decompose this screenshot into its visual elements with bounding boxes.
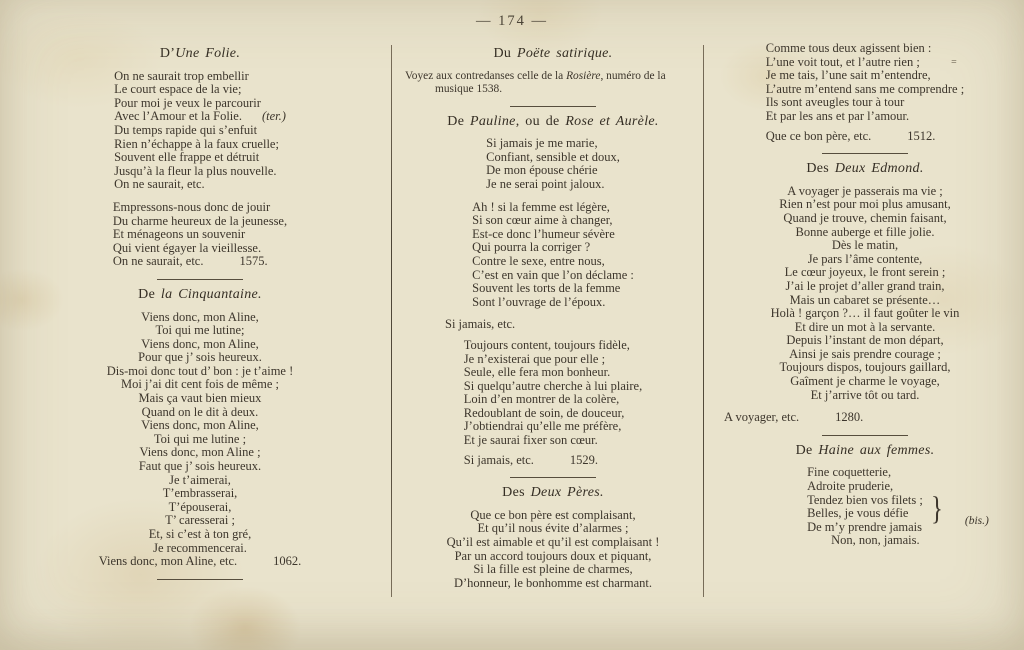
section-heading bbox=[405, 486, 701, 500]
poem-line: Et j’arrive tôt ou tard. bbox=[810, 387, 920, 402]
ink-smudge-artifact: = bbox=[950, 56, 958, 69]
poem-line bbox=[114, 110, 286, 124]
section-divider bbox=[157, 279, 243, 280]
poem-line: Adroite pruderie, bbox=[807, 479, 894, 494]
poem-line: T’épouserai, bbox=[168, 499, 232, 514]
poem-line: Sont l’ouvrage de l’époux. bbox=[472, 294, 606, 309]
poem-line: Quand je trouve, chemin faisant, bbox=[783, 210, 947, 225]
poem-line: Ainsi je sais prendre courage ; bbox=[789, 346, 941, 361]
poem-line: Dès le matin, bbox=[831, 238, 899, 253]
heading-text: Rose et Aurèle. bbox=[565, 113, 659, 129]
poem-line: Je ne serai point jaloux. bbox=[486, 176, 605, 191]
repeat-label: (bis.) bbox=[964, 515, 989, 528]
poem-line: De mon épouse chérie bbox=[486, 163, 598, 178]
poem-line: Pour moi je veux le parcourir bbox=[114, 95, 261, 110]
poem-line: Viens donc, mon Aline, bbox=[141, 309, 259, 324]
catalog-number: 1512. bbox=[907, 128, 936, 143]
poem-line: Du temps rapide qui s’enfuit bbox=[114, 122, 258, 137]
poem-line: Et je saurai fixer son cœur. bbox=[463, 433, 598, 448]
poem-line bbox=[445, 318, 701, 332]
poem-line: Jusqu’à la fleur la plus nouvelle. bbox=[114, 163, 277, 178]
heading-text: Des bbox=[806, 161, 835, 177]
heading-text: Une Folie. bbox=[175, 46, 241, 61]
note-text: , numéro de la musique 1538. bbox=[435, 69, 666, 95]
heading-text: D’ bbox=[159, 46, 176, 61]
poem-line: Si quelqu’autre cherche à lui plaire, bbox=[463, 378, 643, 393]
heading-text: Haine aux femmes. bbox=[818, 442, 935, 458]
poem-line: Si jamais je me marie, bbox=[486, 136, 598, 151]
poem-line: Seule, elle fera mon bonheur. bbox=[463, 365, 611, 380]
stage-direction: (ter.) bbox=[261, 109, 286, 124]
poem-line: Je recommencerai. bbox=[153, 540, 247, 555]
poem-line: Non, non, jamais. bbox=[831, 533, 920, 548]
poem-line: Tendez bien vos filets ; bbox=[807, 492, 923, 507]
poem-line: Qui pourra la corriger ? bbox=[472, 240, 591, 255]
poem-line-text: Si jamais, etc. bbox=[445, 317, 516, 332]
heading-text: Pauline bbox=[470, 113, 516, 129]
column-3 bbox=[716, 42, 1014, 557]
section-heading bbox=[405, 115, 701, 129]
poem-line: Est-ce donc l’humeur sévère bbox=[472, 226, 615, 241]
poem-line-text: Viens donc, mon Aline, etc. bbox=[98, 554, 238, 569]
stanza bbox=[766, 42, 964, 143]
poem-line: Toujours content, toujours fidèle, bbox=[463, 337, 630, 352]
poem-line: L’une voit tout, et l’autre rien ; bbox=[765, 54, 920, 69]
poem-line: Si son cœur aime à changer, bbox=[472, 213, 613, 228]
poem-line: Et par les ans et par l’amour. bbox=[765, 108, 910, 123]
poem-line: L’autre m’entend sans me comprendre ; bbox=[765, 81, 965, 96]
poem-line: Faut que j’ sois heureux. bbox=[138, 459, 262, 474]
poem-line-text: Si jamais, etc. bbox=[463, 452, 534, 467]
poem-line: Que ce bon père est complaisant, bbox=[470, 507, 636, 522]
heading-text: Deux Pères. bbox=[530, 485, 604, 501]
curly-brace: } bbox=[931, 491, 943, 528]
poem-line: Contre le sexe, entre nous, bbox=[472, 253, 605, 268]
poem-line: Viens donc, mon Aline, bbox=[141, 418, 259, 433]
page-number: — 174 — bbox=[476, 13, 548, 29]
poem-line bbox=[766, 130, 964, 144]
poem-line: Mais un cabaret se présente… bbox=[789, 292, 941, 307]
poem-line: Qui vient égayer la vieillesse. bbox=[112, 240, 262, 255]
section-heading bbox=[405, 47, 701, 61]
poem-line: On ne saurait trop embellir bbox=[114, 68, 249, 83]
poem-line: Je n’existerai que pour elle ; bbox=[463, 351, 606, 366]
poem-line: Quand on le dit à deux. bbox=[141, 404, 259, 419]
poem-line: Souvent elle frappe et détruit bbox=[114, 150, 260, 165]
note-text: Rosière bbox=[566, 69, 601, 82]
column-2 bbox=[405, 45, 701, 599]
section-heading bbox=[30, 47, 370, 61]
poem-line: Je pars l’âme contente, bbox=[807, 251, 923, 266]
section-divider bbox=[510, 106, 596, 107]
heading-text: la Cinquantaine. bbox=[160, 286, 262, 302]
poem-line: J’obtiendrai qu’elle me préfère, bbox=[463, 419, 622, 434]
poem-line: Loin d’en montrer de la colère, bbox=[463, 392, 620, 407]
poem-line: Et, si c’est à ton gré, bbox=[148, 527, 252, 541]
catalog-number: 1062. bbox=[273, 554, 302, 569]
poem-line: Viens donc, mon Aline, bbox=[141, 336, 259, 351]
column-1 bbox=[30, 45, 370, 588]
poem-line: Si la fille est pleine de charmes, bbox=[473, 562, 633, 577]
section-divider bbox=[157, 579, 243, 580]
stanza bbox=[30, 311, 370, 569]
catalog-number: 1280. bbox=[835, 410, 864, 425]
heading-text: Des bbox=[502, 485, 531, 501]
poem-line: On ne saurait, etc. bbox=[114, 177, 205, 192]
poem-line: Toi qui me lutine ; bbox=[153, 431, 247, 446]
poem-line: Dis-moi donc tout d’ bon : je t’aime ! bbox=[106, 363, 294, 378]
stanza bbox=[113, 201, 287, 269]
poem-line: Bonne auberge et fille jolie. bbox=[795, 224, 935, 239]
poem-line: T’ caresserai ; bbox=[165, 513, 235, 528]
section-divider bbox=[822, 153, 908, 154]
poem-line: Et qu’il nous évite d’alarmes ; bbox=[477, 521, 629, 536]
poem-line: Confiant, sensible et doux, bbox=[486, 149, 620, 164]
poem-line-text: A voyager, etc. bbox=[724, 410, 800, 425]
heading-text: de bbox=[545, 113, 566, 129]
stanza bbox=[486, 137, 620, 191]
poem-line: Toi qui me lutine; bbox=[155, 323, 245, 338]
poem-line: Le court espace de la vie; bbox=[114, 82, 242, 97]
stanza bbox=[445, 318, 701, 332]
poem-line: Et ménageons un souvenir bbox=[112, 227, 246, 242]
poem-line-text: Que ce bon père, etc. bbox=[765, 128, 872, 143]
poem-line: Viens donc, mon Aline ; bbox=[139, 445, 261, 460]
catalog-number: 1575. bbox=[239, 254, 268, 269]
stanza bbox=[405, 509, 701, 591]
section-divider bbox=[822, 435, 908, 436]
poem-line: Depuis l’instant de mon départ, bbox=[786, 333, 944, 348]
poem-line: Et dire un mot à la servante. bbox=[794, 319, 936, 334]
stanza bbox=[114, 70, 286, 192]
poem-line-text: On ne saurait, etc. bbox=[112, 254, 204, 269]
poem-line: Rien n’est pour moi plus amusant, bbox=[779, 197, 951, 212]
poem-line: Empressons-nous donc de jouir bbox=[112, 199, 271, 214]
poem-line: C’est en vain que l’on déclame : bbox=[472, 267, 634, 282]
section-heading bbox=[716, 444, 1014, 458]
poem-line bbox=[724, 411, 1014, 425]
poem-line: De m’y prendre jamais bbox=[807, 519, 922, 534]
heading-text: De bbox=[447, 113, 471, 129]
poem-line: D’honneur, le bonhomme est charmant. bbox=[453, 575, 653, 590]
poem-line bbox=[464, 454, 642, 468]
poem-line: Souvent les torts de la femme bbox=[472, 281, 621, 296]
stanza bbox=[724, 411, 1014, 425]
reference-note bbox=[405, 70, 701, 96]
poem-line: Ils sont aveugles tour à tour bbox=[765, 95, 905, 110]
heading-text: Du bbox=[493, 46, 518, 61]
poem-line: Du charme heureux de la jeunesse, bbox=[112, 213, 288, 228]
poem-line: Qu’il est aimable et qu’il est complaisant ! bbox=[446, 535, 660, 550]
poem-line-text: Avec l’Amour et la Folie. bbox=[114, 109, 242, 124]
section-heading bbox=[716, 162, 1014, 176]
poem-line: Belles, je vous défie bbox=[807, 506, 909, 521]
heading-text: , ou bbox=[515, 113, 546, 129]
poem-line: Moi j’ai dit cent fois de même ; bbox=[121, 377, 279, 392]
column-divider-right bbox=[703, 45, 704, 597]
poem-line: Rien n’échappe à la faux cruelle; bbox=[114, 136, 279, 151]
poem-line: Toujours dispos, toujours gaillard, bbox=[779, 360, 951, 375]
poem-line: Je me tais, l’une sait m’entendre, bbox=[765, 68, 931, 83]
poem-line: Holà ! garçon ?… il faut goûter le vin bbox=[770, 306, 960, 321]
poem-line: Redoublant de soin, de douceur, bbox=[463, 405, 625, 420]
heading-text: De bbox=[795, 442, 819, 458]
poem-line: Par un accord toujours doux et piquant, bbox=[454, 548, 652, 563]
poem-line: Le cœur joyeux, le front serein ; bbox=[784, 265, 946, 280]
poem-line: Gaîment je charme le voyage, bbox=[790, 374, 940, 389]
poem-line: A voyager je passerais ma vie ; bbox=[787, 183, 943, 198]
column-divider-left bbox=[391, 45, 392, 597]
poem-line: Mais ça vaut bien mieux bbox=[138, 391, 262, 406]
section-heading bbox=[30, 288, 370, 302]
heading-text: Deux Edmond. bbox=[834, 161, 924, 177]
poem-line: T’embrasserai, bbox=[162, 486, 238, 501]
catalog-number: 1529. bbox=[569, 452, 599, 467]
poem-line bbox=[113, 255, 287, 269]
heading-text: De bbox=[138, 286, 161, 302]
heading-text: Poëte satirique. bbox=[517, 46, 613, 61]
poem-line: Pour que j’ sois heureux. bbox=[138, 350, 262, 365]
stanza bbox=[472, 201, 634, 310]
poem-line bbox=[30, 555, 370, 569]
poem-line: Comme tous deux agissent bien : bbox=[765, 41, 932, 55]
note-text: Voyez aux contredanses celle de la bbox=[405, 69, 567, 82]
stanza bbox=[464, 339, 642, 467]
poem-line: Fine coquetterie, bbox=[807, 465, 892, 480]
stanza bbox=[807, 465, 989, 548]
poem-line: Je t’aimerai, bbox=[169, 472, 231, 487]
section-divider bbox=[510, 477, 596, 478]
poem-line: Ah ! si la femme est légère, bbox=[472, 199, 610, 214]
stanza bbox=[716, 185, 1014, 403]
poem-line: J’ai le projet d’aller grand train, bbox=[785, 278, 945, 293]
